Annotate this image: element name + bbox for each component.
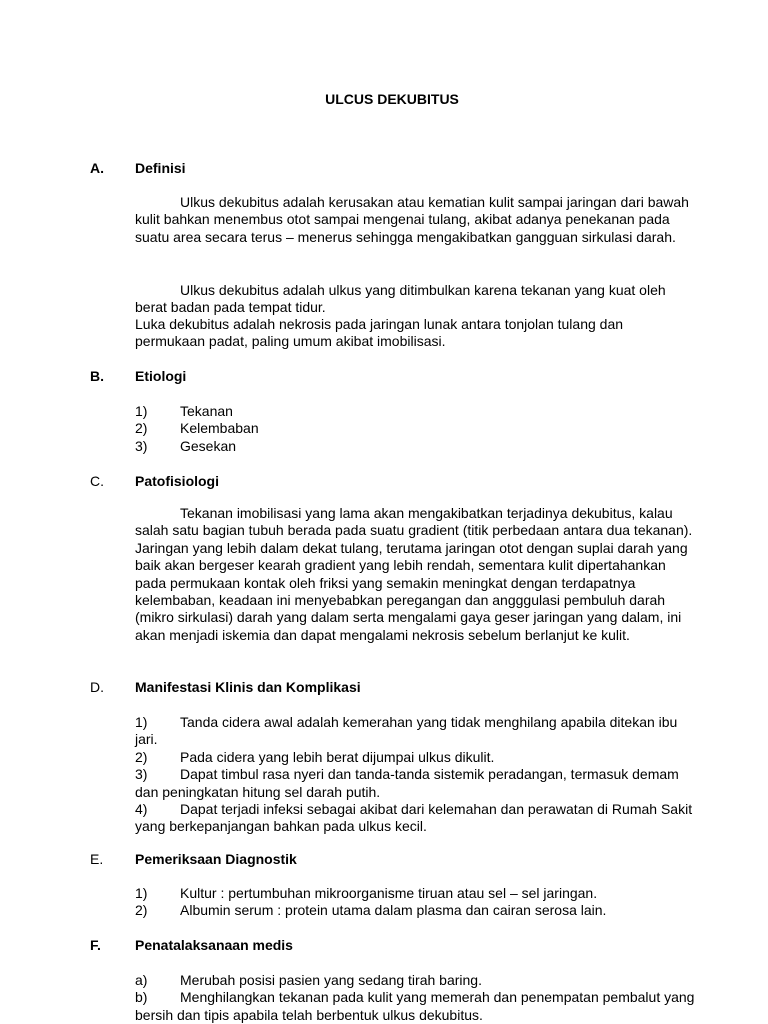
section-b-heading	[90, 368, 186, 385]
list-item-text: Menghilangkan tekanan pada kulit yang memerah dan penempatan pembalut yang bersih dan tipis apabila telah berbentuk ulkus dekubitus.	[135, 989, 695, 1023]
section-b-list	[135, 403, 695, 455]
list-item	[135, 885, 695, 902]
list-item	[135, 801, 695, 836]
list-item-text: Kelembaban	[180, 420, 259, 437]
list-item-text: Gesekan	[180, 437, 237, 454]
list-item	[135, 420, 695, 437]
section-d-heading	[90, 679, 361, 696]
list-item-number: 1)	[135, 885, 148, 901]
section-f-list	[135, 972, 695, 1024]
section-c-heading	[90, 473, 219, 490]
list-item-text: Kultur : pertumbuhan mikroorganisme tiruan atau sel – sel jaringan.	[180, 885, 598, 901]
section-c-title: Patofisiologi	[135, 473, 219, 489]
list-item	[135, 438, 695, 455]
list-item-number: a)	[135, 972, 148, 988]
list-item-number: 1)	[135, 403, 148, 419]
section-d-title: Manifestasi Klinis dan Komplikasi	[135, 679, 361, 695]
section-f-letter: F.	[90, 937, 101, 953]
section-b-letter: B.	[90, 368, 104, 384]
list-item-number: b)	[135, 989, 148, 1006]
list-item	[135, 766, 695, 801]
list-item-text: Pada cidera yang lebih berat dijumpai ulkus dikulit.	[180, 748, 495, 765]
section-d-list	[135, 714, 695, 836]
list-item-text: Dapat terjadi infeksi sebagai akibat dari kelemahan dan perawatan di Rumah Sakit yang berkepanjangan bahkan pada ulkus kecil.	[135, 801, 693, 835]
section-e-letter: E.	[90, 851, 104, 867]
list-item-text: Tanda cidera awal adalah kemerahan yang tidak menghilang apabila ditekan ibu jari.	[135, 714, 678, 748]
section-a-paragraph-1: Ulkus dekubitus adalah kerusakan atau kematian kulit sampai jaringan dari bawah kulit bahkan menembus otot sampai mengenai tulang, akibat adanya penekanan pada suatu area secara terus – menerus sehingga mengakibatkan gangguan sirkulasi darah.	[135, 194, 689, 245]
list-item-number: 4)	[135, 801, 148, 818]
list-item-number: 3)	[135, 437, 148, 454]
list-item-number: 2)	[135, 420, 148, 437]
section-a-heading	[90, 160, 186, 177]
section-b-title: Etiologi	[135, 368, 187, 384]
section-d-letter: D.	[90, 679, 104, 695]
list-item-text: Dapat timbul rasa nyeri dan tanda-tanda sistemik peradangan, termasuk demam dan peningkatan hitung sel darah putih.	[135, 766, 679, 800]
document-title: ULCUS DEKUBITUS	[325, 91, 459, 107]
list-item	[135, 714, 695, 749]
list-item	[135, 972, 695, 989]
section-e-title: Pemeriksaan Diagnostik	[135, 851, 297, 867]
section-e-list	[135, 885, 695, 920]
list-item-text: Merubah posisi pasien yang sedang tirah baring.	[180, 972, 482, 988]
section-a-paragraph-2: Ulkus dekubitus adalah ulkus yang ditimbulkan karena tekanan yang kuat oleh berat badan pada tempat tidur.	[135, 282, 666, 316]
list-item-text: Albumin serum : protein utama dalam plasma dan cairan serosa lain.	[180, 902, 607, 919]
section-a-letter: A.	[90, 160, 104, 176]
list-item-number: 3)	[135, 766, 148, 783]
section-c-letter: C.	[90, 473, 104, 489]
section-e-heading	[90, 851, 297, 868]
list-item	[135, 403, 695, 420]
list-item	[135, 902, 695, 919]
section-f-heading	[90, 937, 293, 954]
list-item-text: Tekanan	[180, 403, 233, 419]
section-f-title: Penatalaksanaan medis	[135, 937, 293, 953]
list-item-number: 2)	[135, 902, 148, 919]
section-a-paragraph-3: Luka dekubitus adalah nekrosis pada jaringan lunak antara tonjolan tulang dan permukaan padat, paling umum akibat imobilisasi.	[135, 316, 624, 350]
list-item-number: 2)	[135, 748, 148, 765]
section-c-paragraph: Tekanan imobilisasi yang lama akan mengakibatkan terjadinya dekubitus, kalau salah satu bagian tubuh berada pada suatu gradient (titik perbedaan antara dua tekanan). Jaringan yang lebih dalam dekat tulang, terutama jaringan otot dengan suplai darah yang baik akan bergeser kearah gradient yang lebih rendah, sementara kulit dipertahankan pada permukaan kontak oleh friksi yang semakin meningkat dengan terdapatnya kelembaban, keadaan ini menyebabkan peregangan dan angggulasi pembuluh darah (mikro sirkulasi) darah yang dalam serta mengalami gaya geser jaringan yang dalam, ini akan menjadi iskemia dan dapat mengalami nekrosis sebelum berlanjut ke kulit.	[135, 505, 693, 643]
section-a-title: Definisi	[135, 160, 186, 176]
list-item-number: 1)	[135, 714, 148, 730]
list-item	[135, 989, 695, 1024]
list-item	[135, 749, 695, 766]
